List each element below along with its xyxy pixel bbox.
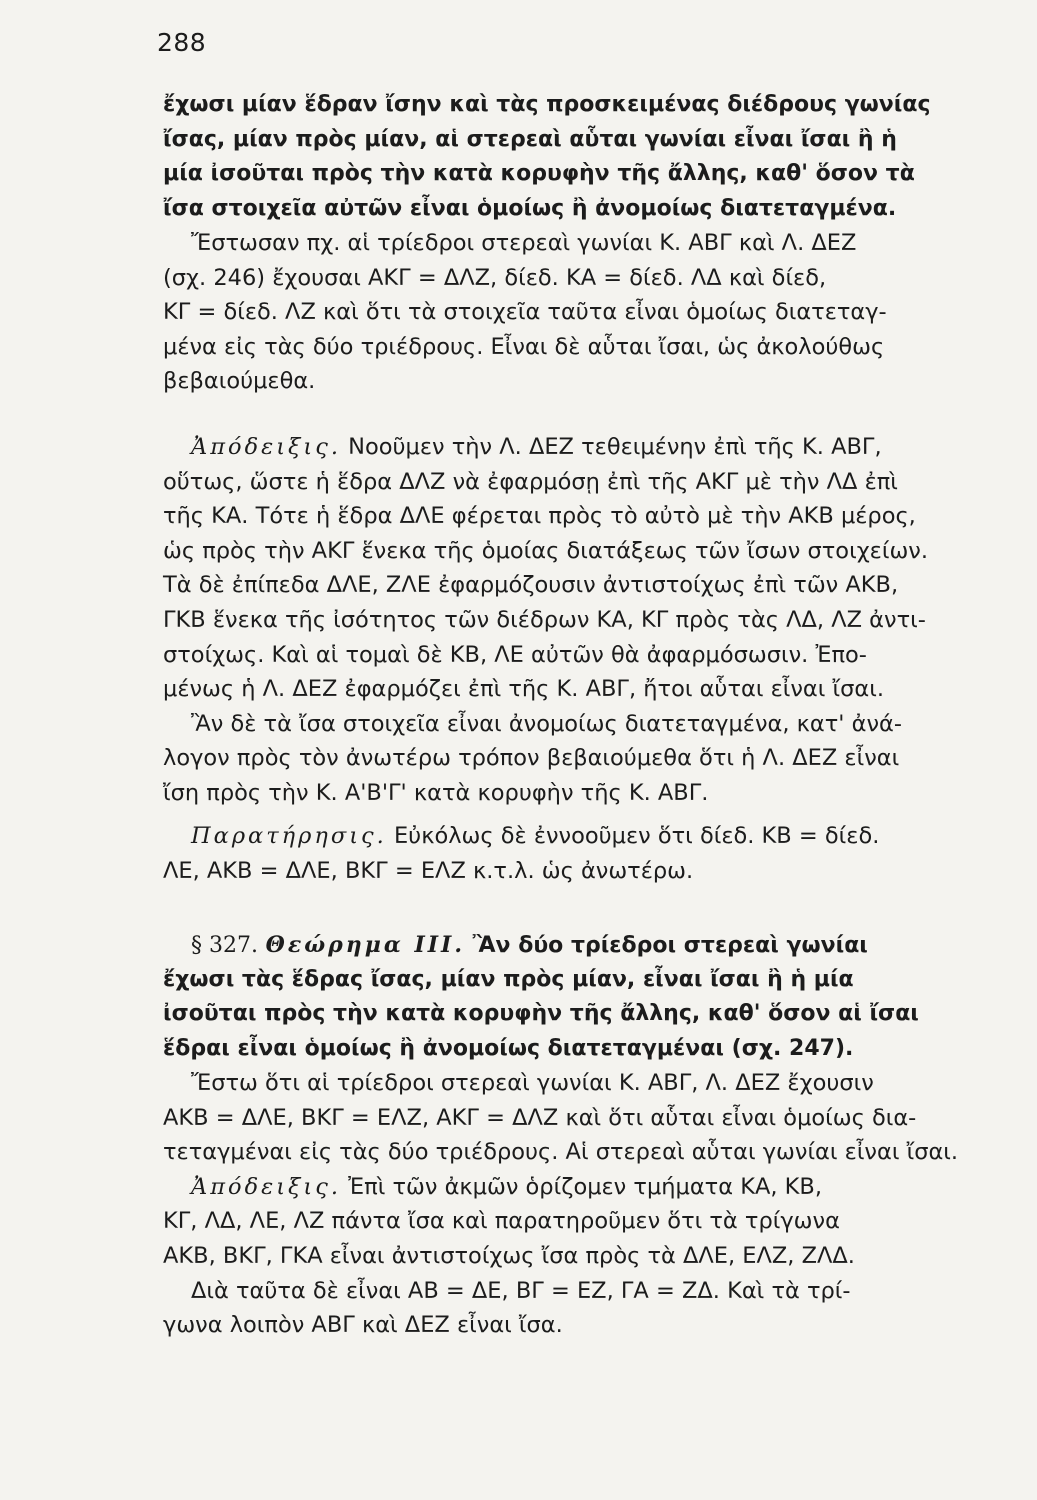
page-number: 288: [157, 28, 207, 57]
text-line: ἔχωσι μίαν ἕδραν ἴσην καὶ τὰς προσκειμένας διέδρους γωνίας: [163, 92, 931, 117]
text-line: ΛΕ, ΑΚΒ = ΔΛΕ, ΒΚΓ = ΕΛΖ κ.τ.λ. ὡς ἀνωτέρω.: [163, 857, 694, 884]
proof2-first-line: [163, 1170, 1023, 1205]
proof-first-line: [163, 430, 1023, 465]
proof-first-text: Νοοῦμεν τὴν Λ. ΔΕΖ τεθειμένην ἐπὶ τῆς Κ. ΑΒΓ,: [341, 434, 882, 460]
text-line: ΓΚΒ ἕνεκα τῆς ἰσότητος τῶν διέδρων ΚΑ, ΚΓ πρὸς τὰς ΛΔ, ΛΖ ἀντι-: [163, 606, 926, 633]
text-line: γωνα λοιπὸν ΑΒΓ καὶ ΔΕΖ εἶναι ἴσα.: [163, 1312, 563, 1339]
text-line: μία ἰσοῦται πρὸς τὴν κατὰ κορυφὴν τῆς ἄλλης, καθ' ὅσον τὰ: [163, 161, 915, 187]
theorem-first-line: [163, 928, 1023, 963]
text-line: μένως ἡ Λ. ΔΕΖ ἐφαρμόζει ἐπὶ τῆς Κ. ΑΒΓ, ἤτοι αὗται εἶναι ἴσαι.: [163, 676, 884, 703]
text-line: ἰσοῦται πρὸς τὴν κατὰ κορυφὴν τῆς ἄλλης, καθ' ὅσον αἱ ἴσαι: [163, 1001, 919, 1027]
text-line: ἴση πρὸς τὴν Κ. Α'Β'Γ' κατὰ κορυφὴν τῆς Κ. ΑΒΓ.: [163, 779, 709, 806]
text-line: ἴσα στοιχεῖα αὐτῶν εἶναι ὁμοίως ἢ ἀνομοίως διατεταγμένα.: [163, 195, 897, 221]
text-line: βεβαιούμεθα.: [163, 368, 316, 395]
theorem-statement-continued: [163, 88, 1023, 226]
proof-label: Ἀπόδειξις.: [191, 434, 341, 460]
text-line: οὕτως, ὥστε ἡ ἕδρα ΔΛΖ νὰ ἐφαρμόσῃ ἐπὶ τῆς ΑΚΓ μὲ τὴν ΛΔ ἐπὶ: [163, 468, 898, 495]
remark-first-line: [163, 819, 1023, 854]
text-line: τῆς ΚΑ. Τότε ἡ ἕδρα ΔΛΕ φέρεται πρὸς τὸ αὐτὸ μὲ τὴν ΑΚΒ μέρος,: [163, 503, 916, 530]
text-line: ΑΚΒ, ΒΚΓ, ΓΚΑ εἶναι ἀντιστοίχως ἴσα πρὸς τὰ ΔΛΕ, ΕΛΖ, ΖΛΔ.: [163, 1242, 855, 1269]
text-line: τεταγμέναι εἰς τὰς δύο τριέδρους. Αἱ στερεαὶ αὗται γωνίαι εἶναι ἴσαι.: [163, 1139, 959, 1166]
remark-label: Παρατήρησις.: [191, 823, 387, 849]
remark-first-text: Εὐκόλως δὲ ἐννοοῦμεν ὅτι δίεδ. ΚΒ = δίεδ.: [386, 823, 880, 849]
text-line: Διὰ ταῦτα δὲ εἶναι ΑΒ = ΔΕ, ΒΓ = ΕΖ, ΓΑ = ΖΔ. Καὶ τὰ τρί-: [191, 1277, 851, 1304]
text-line: Ἂν δὲ τὰ ἴσα στοιχεῖα εἶναι ἀνομοίως διατεταγμένα, κατ' ἀνά-: [191, 710, 902, 737]
text-line: ΚΓ, ΛΔ, ΛΕ, ΛΖ πάντα ἴσα καὶ παρατηροῦμεν ὅτι τὰ τρίγωνα: [163, 1208, 840, 1235]
proof2-label: Ἀπόδειξις.: [191, 1173, 341, 1200]
text-line: Ἔστωσαν πχ. αἱ τρίεδροι στερεαὶ γωνίαι Κ. ΑΒΓ καὶ Λ. ΔΕΖ: [191, 230, 857, 256]
theorem-label: Θεώρημα ΙΙΙ.: [265, 932, 465, 958]
theorem-iii-proof: [163, 1066, 1023, 1343]
text-line: ἴσας, μίαν πρὸς μίαν, αἱ στερεαὶ αὗται γωνίαι εἶναι ἴσαι ἢ ἡ: [163, 126, 897, 152]
theorem-iii: [163, 928, 1023, 1066]
text-line: Ἔστω ὅτι αἱ τρίεδροι στερεαὶ γωνίαι Κ. ΑΒΓ, Λ. ΔΕΖ ἔχουσιν: [191, 1070, 874, 1096]
text-line: Τὰ δὲ ἐπίπεδα ΔΛΕ, ΖΛΕ ἐφαρμόζουσιν ἀντιστοίχως ἐπὶ τῶν ΑΚΒ,: [163, 572, 899, 599]
text-line: μένα εἰς τὰς δύο τριέδρους. Εἶναι δὲ αὗται ἴσαι, ὡς ἀκολούθως: [163, 333, 885, 360]
text-line: ΚΓ = δίεδ. ΛΖ καὶ ὅτι τὰ στοιχεῖα ταῦτα εἶναι ὁμοίως διατεταγ-: [163, 299, 887, 326]
proof-paragraph: [163, 430, 1023, 811]
theorem-first-text: Ἂν δύο τρίεδροι στερεαὶ γωνίαι: [465, 933, 868, 958]
section-number: § 327.: [191, 933, 258, 958]
text-line: ὡς πρὸς τὴν ΑΚΓ ἕνεκα τῆς ὁμοίας διατάξεως τῶν ἴσων στοιχείων.: [163, 537, 929, 564]
remark-paragraph: [163, 819, 1023, 888]
proof2-first-text: Ἐπὶ τῶν ἀκμῶν ὁρίζομεν τμήματα ΚΑ, ΚΒ,: [341, 1173, 822, 1200]
hypothesis-paragraph: [163, 226, 1023, 399]
text-line: ἕδραι εἶναι ὁμοίως ἢ ἀνομοίως διατεταγμέναι (σχ. 247).: [163, 1035, 854, 1061]
text-line: λογον πρὸς τὸν ἀνωτέρω τρόπον βεβαιούμεθα ὅτι ἡ Λ. ΔΕΖ εἶναι: [163, 745, 900, 772]
text-line: ἔχωσι τὰς ἕδρας ἴσας, μίαν πρὸς μίαν, εἶναι ἴσαι ἢ ἡ μία: [163, 966, 854, 992]
text-line: στοίχως. Καὶ αἱ τομαὶ δὲ ΚΒ, ΛΕ αὐτῶν θὰ ἀφαρμόσωσιν. Ἐπο-: [163, 641, 867, 668]
text-line: ΑΚΒ = ΔΛΕ, ΒΚΓ = ΕΛΖ, ΑΚΓ = ΔΛΖ καὶ ὅτι αὗται εἶναι ὁμοίως δια-: [163, 1104, 917, 1131]
text-line: (σχ. 246) ἔχουσαι ΑΚΓ = ΔΛΖ, δίεδ. ΚΑ = δίεδ. ΛΔ καὶ δίεδ,: [163, 264, 827, 291]
